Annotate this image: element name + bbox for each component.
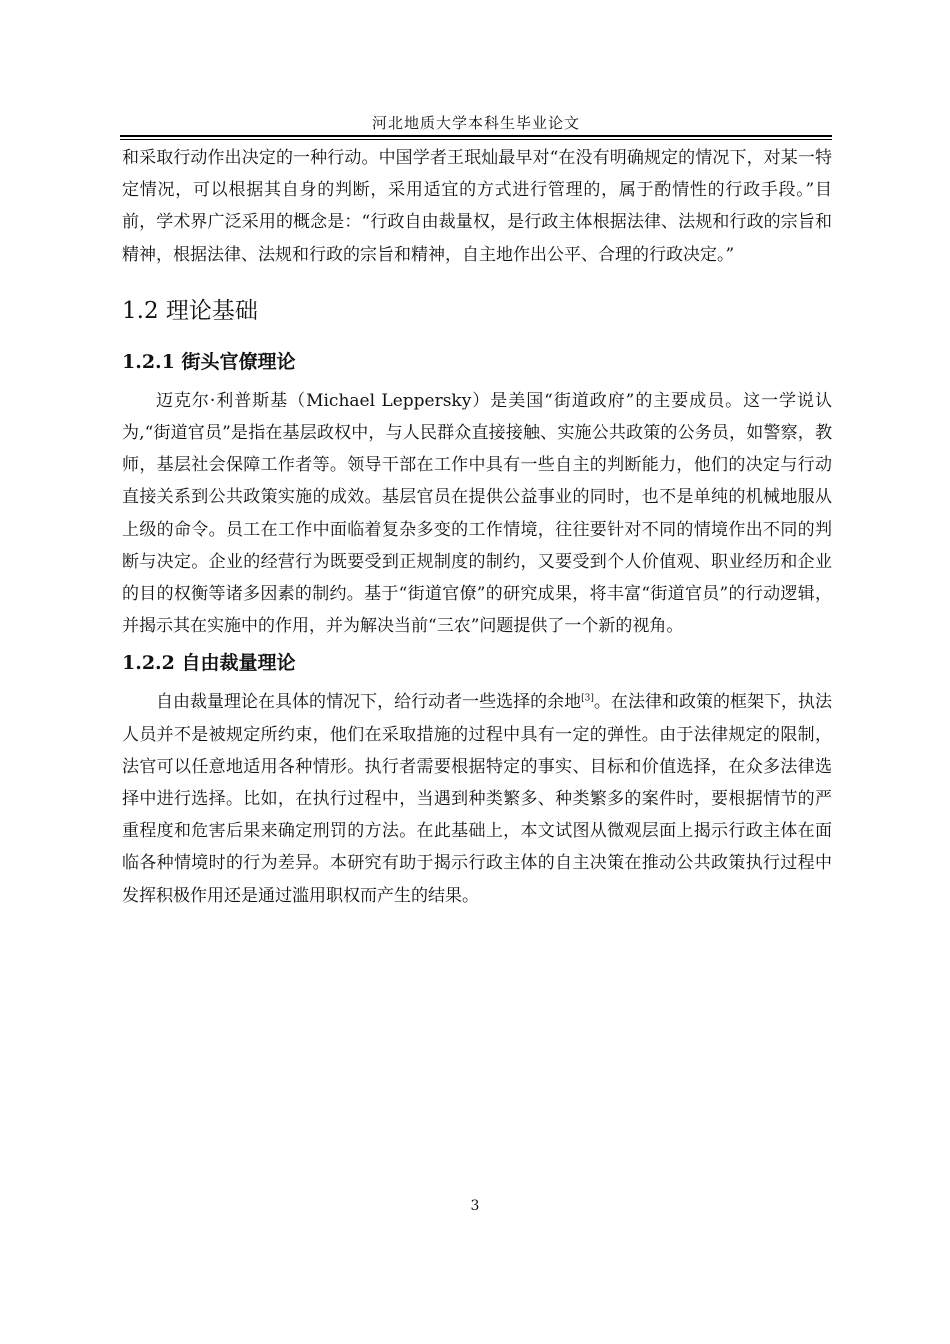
section-heading-1-2-2: 1.2.2 自由裁量理论: [122, 652, 296, 675]
section-heading-1-2: 1.2 理论基础: [122, 297, 258, 324]
section-heading-1-2-1: 1.2.1 街头官僚理论: [122, 350, 296, 373]
page-header-title: 河北地质大学本科生毕业论文: [371, 114, 580, 132]
page-body: [122, 142, 832, 912]
intro-paragraph: 和采取行动作出决定的一种行动。中国学者王珉灿最早对“在没有明确规定的情况下，对某一特定情况，可以根据其自身的判断，采用适宜的方式进行管理的，属于酌情性的行政手段。”目前，学术界广泛采用的概念是：“行政自由裁量权，是行政主体根据法律、法规和行政的宗旨和精神，根据法律、法规和行政的宗旨和精神，自主地作出公平、合理的行政决定。”: [122, 148, 832, 265]
discretion-paragraph: [122, 686, 832, 911]
page-number: 3: [470, 1198, 480, 1214]
discretion-text-start: 自由裁量理论在具体的情况下，给行动者一些选择的余地: [156, 692, 582, 713]
street-bureaucracy-paragraph: 迈克尔·利普斯基（Michael Leppersky）是美国“街道政府”的主要成员。这一学说认为,“街道官员”是指在基层政权中，与人民群众直接接触、实施公共政策的公务员，如警察，教师，基层社会保障工作者等。领导干部在工作中具有一些自主的判断能力，他们的决定与行动直接关系到公共政策实施的成效。基层官员在提供公益事业的同时，也不是单纯的机械地服从上级的命令。员工在工作中面临着复杂多变的工作情境，往往要针对不同的情境作出不同的判断与决定。企业的经营行为既要受到正规制度的制约，又要受到个人价值观、职业经历和企业的目的权衡等诸多因素的制约。基于“街道官僚”的研究成果，将丰富“街道官员”的行动逻辑，并揭示其在实施中的作用，并为解决当前“三农”问题提供了一个新的视角。: [122, 390, 832, 637]
header-rule-thick: [120, 135, 832, 137]
discretion-text-end: 。在法律和政策的框架下，执法人员并不是被规定所约束，他们在采取措施的过程中具有一定的弹性。由于法律规定的限制，法官可以任意地适用各种情形。执行者需要根据特定的事实、目标和价值选择，在众多法律选择中进行选择。比如，在执行过程中，当遇到种类繁多、种类繁多的案件时，要根据情节的严重程度和危害后果来确定刑罚的方法。在此基础上，本文试图从微观层面上揭示行政主体在面临各种情境时的行为差异。本研究有助于揭示行政主体的自主决策在推动公共政策执行过程中发挥积极作用还是通过滥用职权而产生的结果。: [122, 692, 833, 906]
header-rule-thin: [120, 139, 832, 140]
citation-ref[interactable]: [3]: [581, 693, 594, 704]
